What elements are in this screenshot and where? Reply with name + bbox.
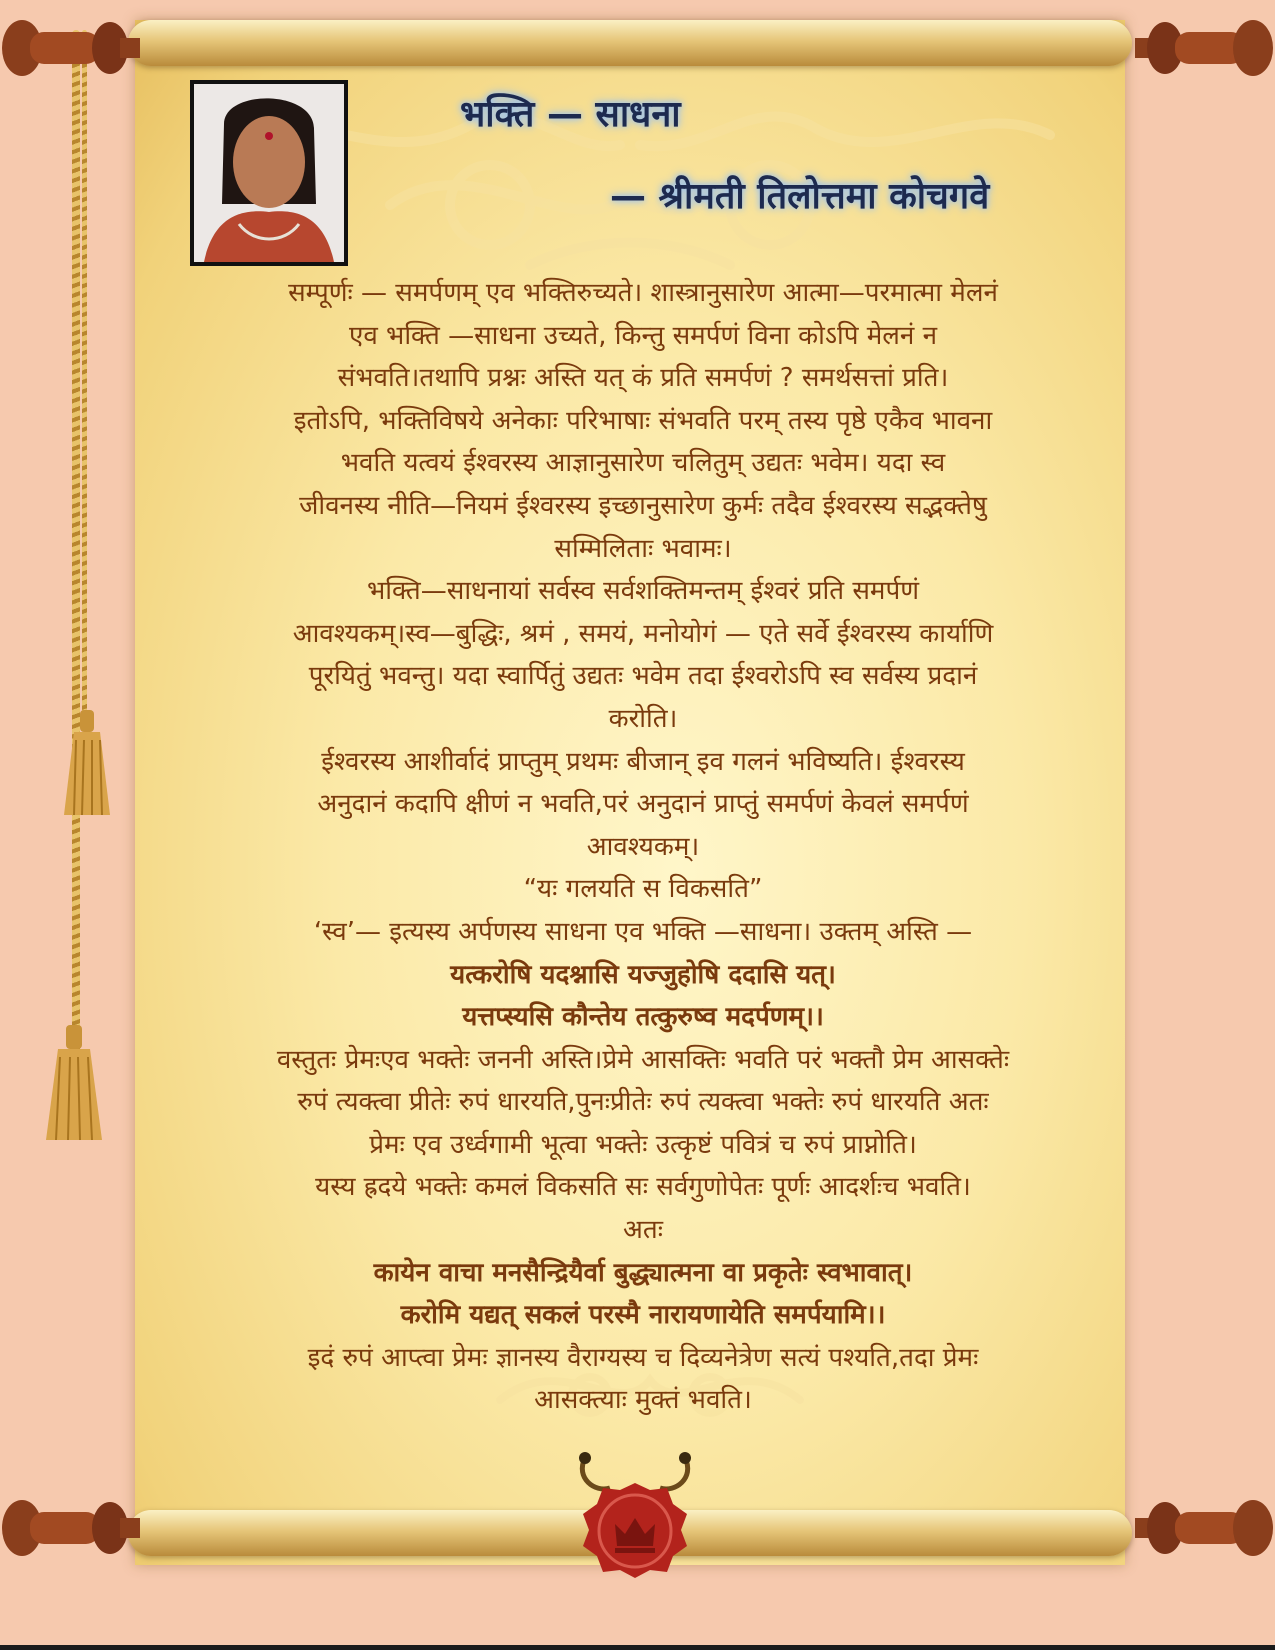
body-line: इतोऽपि, भक्तिविषये अनेकाः परिभाषाः संभवति परम् तस्य पृष्ठे एकैव भावना — [293, 405, 993, 436]
hanging-cord-secondary — [82, 30, 87, 730]
body-line: प्रेमः एव उर्ध्वगामी भूत्वा भक्तेः उत्कृष्टं पवित्रं च रुपं प्राप्नोति। — [369, 1129, 917, 1160]
scroll-knob-icon — [0, 10, 140, 86]
body-line: रुपं त्यक्त्वा प्रीतेः रुपं धारयति,पुनःप्रीतेः रुपं त्यक्त्वा भक्तेः रुपं धारयति अतः — [297, 1087, 989, 1118]
scroll-knob-icon — [1135, 1490, 1275, 1566]
verse-line: कायेन वाचा मनसैन्द्रियैर्वा बुद्ध्यात्मना वा प्रकृतेः स्वभावात्। — [373, 1257, 913, 1288]
scroll-top-rod — [128, 20, 1132, 66]
body-line: एव भक्ति —साधना उच्यते, किन्तु समर्पणं विना कोऽपि मेलनं न — [348, 320, 938, 351]
portrait-icon — [194, 84, 344, 262]
article-body — [198, 272, 1088, 1422]
verse-line: यत्तप्स्यसि कौन्तेय तत्कुरुष्व मदर्पणम्।। — [462, 1002, 824, 1033]
scroll-knob-icon — [0, 1490, 140, 1566]
author-photo — [190, 80, 348, 266]
body-line: आसक्त्याः मुक्तं भवति। — [534, 1385, 752, 1416]
page-title: भक्ति — साधना — [460, 94, 681, 135]
body-line: सम्मिलिताः भवामः। — [554, 533, 732, 564]
body-line: आवश्यकम्।स्व—बुद्धिः, श्रमं , समयं, मनोयोगं — एते सर्वे ईश्वरस्य कार्याणि — [292, 618, 994, 649]
author-name: — श्रीमती तिलोत्तमा कोचगवे — [610, 176, 990, 217]
scroll-knob-icon — [1135, 10, 1275, 86]
body-line: संभवति।तथापि प्रश्नः अस्ति यत् कं प्रति समर्पणं ? समर्थसत्तां प्रति। — [337, 363, 949, 394]
body-line: पूरयितुं भवन्तु। यदा स्वार्पितुं उद्यतः भवेम तदा ईश्वरोऽपि स्व सर्वस्य प्रदानं — [308, 661, 978, 692]
body-line: भवति यत्वयं ईश्वरस्य आज्ञानुसारेण चलितुम् उद्यतः भवेम। यदा स्व — [340, 448, 946, 479]
verse-line: करोमि यद्यत् सकलं परस्मै नारायणायेति समर्पयामि।। — [400, 1300, 886, 1331]
body-line: आवश्यकम्। — [586, 831, 700, 862]
wax-seal-crown-icon — [555, 1448, 715, 1613]
quote-line: “यः गलयति स विकसति” — [523, 874, 763, 905]
body-line: करोति। — [608, 703, 678, 734]
body-line: ईश्वरस्य आशीर्वादं प्राप्तुम् प्रथमः बीजान् इव गलनं भविष्यति। ईश्वरस्य — [321, 746, 965, 777]
body-line: सम्पूर्णः — समर्पणम् एव भक्तिरुच्यते। शास्त्रानुसारेण आत्मा—परमात्मा मेलनं — [288, 278, 998, 308]
body-line: जीवनस्य नीति—नियमं ईश्वरस्य इच्छानुसारेण कुर्मः तदैव ईश्वरस्य सद्भक्तेषु — [299, 490, 987, 521]
body-line: इदं रुपं आप्त्वा प्रेमः ज्ञानस्य वैराग्यस्य च दिव्यनेत्रेण सत्यं पश्यति,तदा प्रेमः — [307, 1342, 979, 1373]
body-line: वस्तुतः प्रेमःएव भक्तेः जननी अस्ति।प्रेमे आसक्तिः भवति परं भक्तौ प्रेम आसक्तेः — [276, 1044, 1010, 1075]
body-line: अतः — [623, 1215, 663, 1246]
body-line: यस्य ह्रदये भक्तेः कमलं विकसति सः सर्वगुणोपेतः पूर्णः आदर्शःच भवति। — [315, 1172, 971, 1203]
page-bottom-border — [0, 1645, 1275, 1650]
body-line: ‘स्व’— इत्यस्य अर्पणस्य साधना एव भक्ति —साधना। उक्तम् अस्ति — — [313, 916, 973, 947]
body-line: भक्ति—साधनायां सर्वस्व सर्वशक्तिमन्तम् ईश्वरं प्रति समर्पणं — [366, 576, 920, 607]
tassel-icon — [44, 1025, 104, 1145]
hanging-cord — [72, 30, 80, 1080]
tassel-icon — [62, 710, 112, 820]
verse-line: यत्करोषि यदश्नासि यज्जुहोषि ददासि यत्। — [450, 959, 836, 990]
body-line: अनुदानं कदापि क्षीणं न भवति,परं अनुदानं प्राप्तुं समर्पणं केवलं समर्पणं — [317, 789, 969, 820]
